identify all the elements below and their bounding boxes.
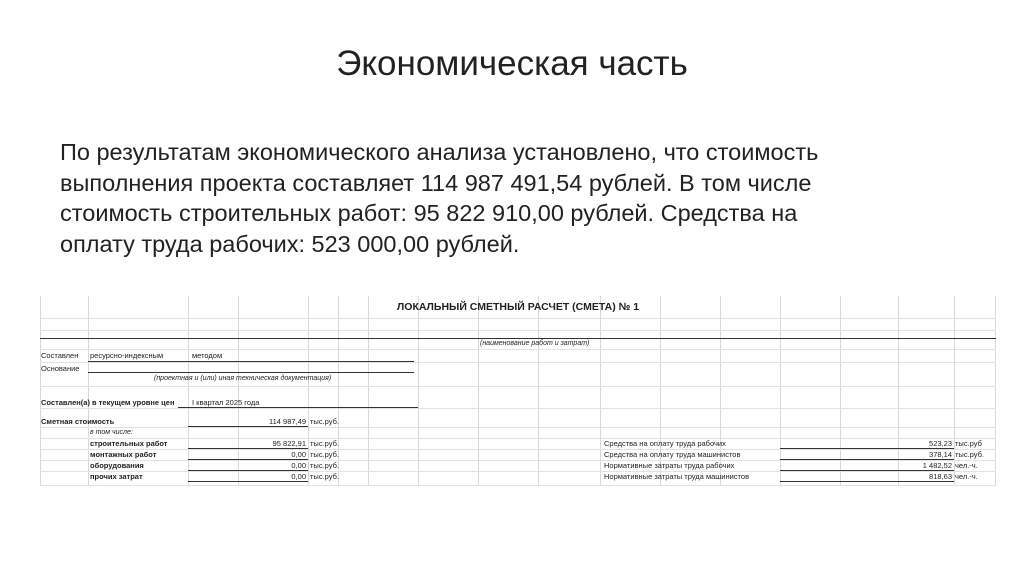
field-underline bbox=[40, 338, 996, 339]
grid-line bbox=[780, 296, 781, 486]
cost-item-value: 0,00 bbox=[291, 450, 306, 459]
cost-item-value: 95 822,91 bbox=[272, 439, 306, 448]
grid-line bbox=[40, 460, 996, 461]
composed-label: Составлен bbox=[41, 351, 79, 360]
paragraph-line: оплату труда рабочих: 523 000,00 рублей. bbox=[60, 230, 520, 257]
grid-line bbox=[600, 296, 601, 486]
labor-item-unit: тыс.руб bbox=[955, 439, 982, 448]
labor-item-unit: чел.-ч. bbox=[955, 461, 978, 470]
grid-line bbox=[418, 296, 419, 486]
cost-item-unit: тыс.руб. bbox=[310, 461, 339, 470]
field-underline bbox=[780, 459, 954, 460]
estimate-title: ЛОКАЛЬНЫЙ СМЕТНЫЙ РАСЧЕТ (СМЕТА) № 1 bbox=[396, 301, 640, 313]
field-underline bbox=[188, 481, 308, 482]
price-level-value: I квартал 2025 года bbox=[192, 398, 260, 407]
grid-line bbox=[40, 427, 996, 428]
field-underline bbox=[780, 470, 954, 471]
grid-line bbox=[840, 296, 841, 486]
grid-line bbox=[40, 471, 996, 472]
labor-item-label: Нормативные затраты труда рабочих bbox=[604, 461, 735, 470]
grid-line bbox=[538, 296, 539, 486]
grid-line bbox=[40, 318, 996, 319]
including-label: в том числе: bbox=[90, 429, 133, 436]
cost-item-label: строительных работ bbox=[90, 439, 168, 448]
estimated-cost-label: Сметная стоимость bbox=[41, 417, 115, 426]
paragraph-line: По результатам экономического анализа установлено, что стоимость bbox=[60, 139, 819, 165]
grid-line bbox=[40, 485, 996, 486]
labor-item-value: 523,23 bbox=[929, 439, 952, 448]
labor-item-unit: чел.-ч. bbox=[955, 472, 978, 481]
grid-line bbox=[40, 386, 996, 387]
method-value: ресурсно-индексным bbox=[90, 351, 164, 360]
paragraph-line: выполнения проекта составляет 114 987 491,54 рублей. В том числе bbox=[60, 169, 812, 196]
cost-item-label: монтажных работ bbox=[90, 450, 157, 459]
grid-line bbox=[40, 330, 996, 331]
grid-line bbox=[478, 296, 479, 486]
field-underline bbox=[88, 361, 414, 362]
field-underline bbox=[780, 448, 954, 449]
cost-item-value: 0,00 bbox=[291, 461, 306, 470]
paragraph-line: стоимость строительных работ: 95 822 910,00 рублей. Средства на bbox=[60, 200, 798, 226]
grid-line bbox=[40, 362, 996, 363]
labor-item-value: 1 482,52 bbox=[922, 461, 952, 470]
field-underline bbox=[188, 426, 308, 427]
field-underline bbox=[178, 407, 418, 408]
grid-line bbox=[40, 296, 41, 486]
labor-item-unit: тыс.руб. bbox=[955, 450, 984, 459]
grid-line bbox=[88, 296, 89, 486]
cost-item-value: 0,00 bbox=[291, 472, 306, 481]
field-underline bbox=[188, 448, 308, 449]
cost-item-unit: тыс.руб. bbox=[310, 472, 339, 481]
cost-item-unit: тыс.руб. bbox=[310, 450, 339, 459]
field-underline bbox=[88, 372, 414, 373]
estimated-cost-unit: тыс.руб. bbox=[310, 417, 339, 426]
basis-label: Основание bbox=[41, 364, 80, 373]
grid-line bbox=[40, 449, 996, 450]
cost-item-label: оборудования bbox=[90, 461, 144, 470]
basis-caption: (проектная и (или) иная техническая документация) bbox=[154, 375, 332, 382]
cost-item-unit: тыс.руб. bbox=[310, 439, 339, 448]
grid-line bbox=[995, 296, 996, 486]
summary-paragraph bbox=[60, 137, 940, 259]
grid-line bbox=[368, 296, 369, 486]
grid-line bbox=[40, 438, 996, 439]
price-level-label: Составлен(а) в текущем уровне цен bbox=[41, 398, 175, 407]
labor-item-label: Средства на оплату труда машинистов bbox=[604, 450, 741, 459]
labor-item-label: Средства на оплату труда рабочих bbox=[604, 439, 726, 448]
grid-line bbox=[40, 349, 996, 350]
grid-line bbox=[40, 408, 996, 409]
labor-item-value: 378,14 bbox=[929, 450, 952, 459]
field-underline bbox=[780, 481, 954, 482]
slide-title: Экономическая часть bbox=[336, 44, 688, 83]
labor-item-label: Нормативные затраты труда машинистов bbox=[604, 472, 750, 481]
field-underline bbox=[188, 470, 308, 471]
estimate-spreadsheet bbox=[40, 296, 996, 486]
cost-item-label: прочих затрат bbox=[90, 472, 143, 481]
name-caption: (наименование работ и затрат) bbox=[480, 340, 590, 347]
labor-item-value: 818,63 bbox=[929, 472, 952, 481]
method-label: методом bbox=[192, 351, 223, 360]
estimated-cost-value: 114 987,49 bbox=[269, 417, 306, 426]
grid-line bbox=[308, 296, 309, 486]
field-underline bbox=[188, 459, 308, 460]
